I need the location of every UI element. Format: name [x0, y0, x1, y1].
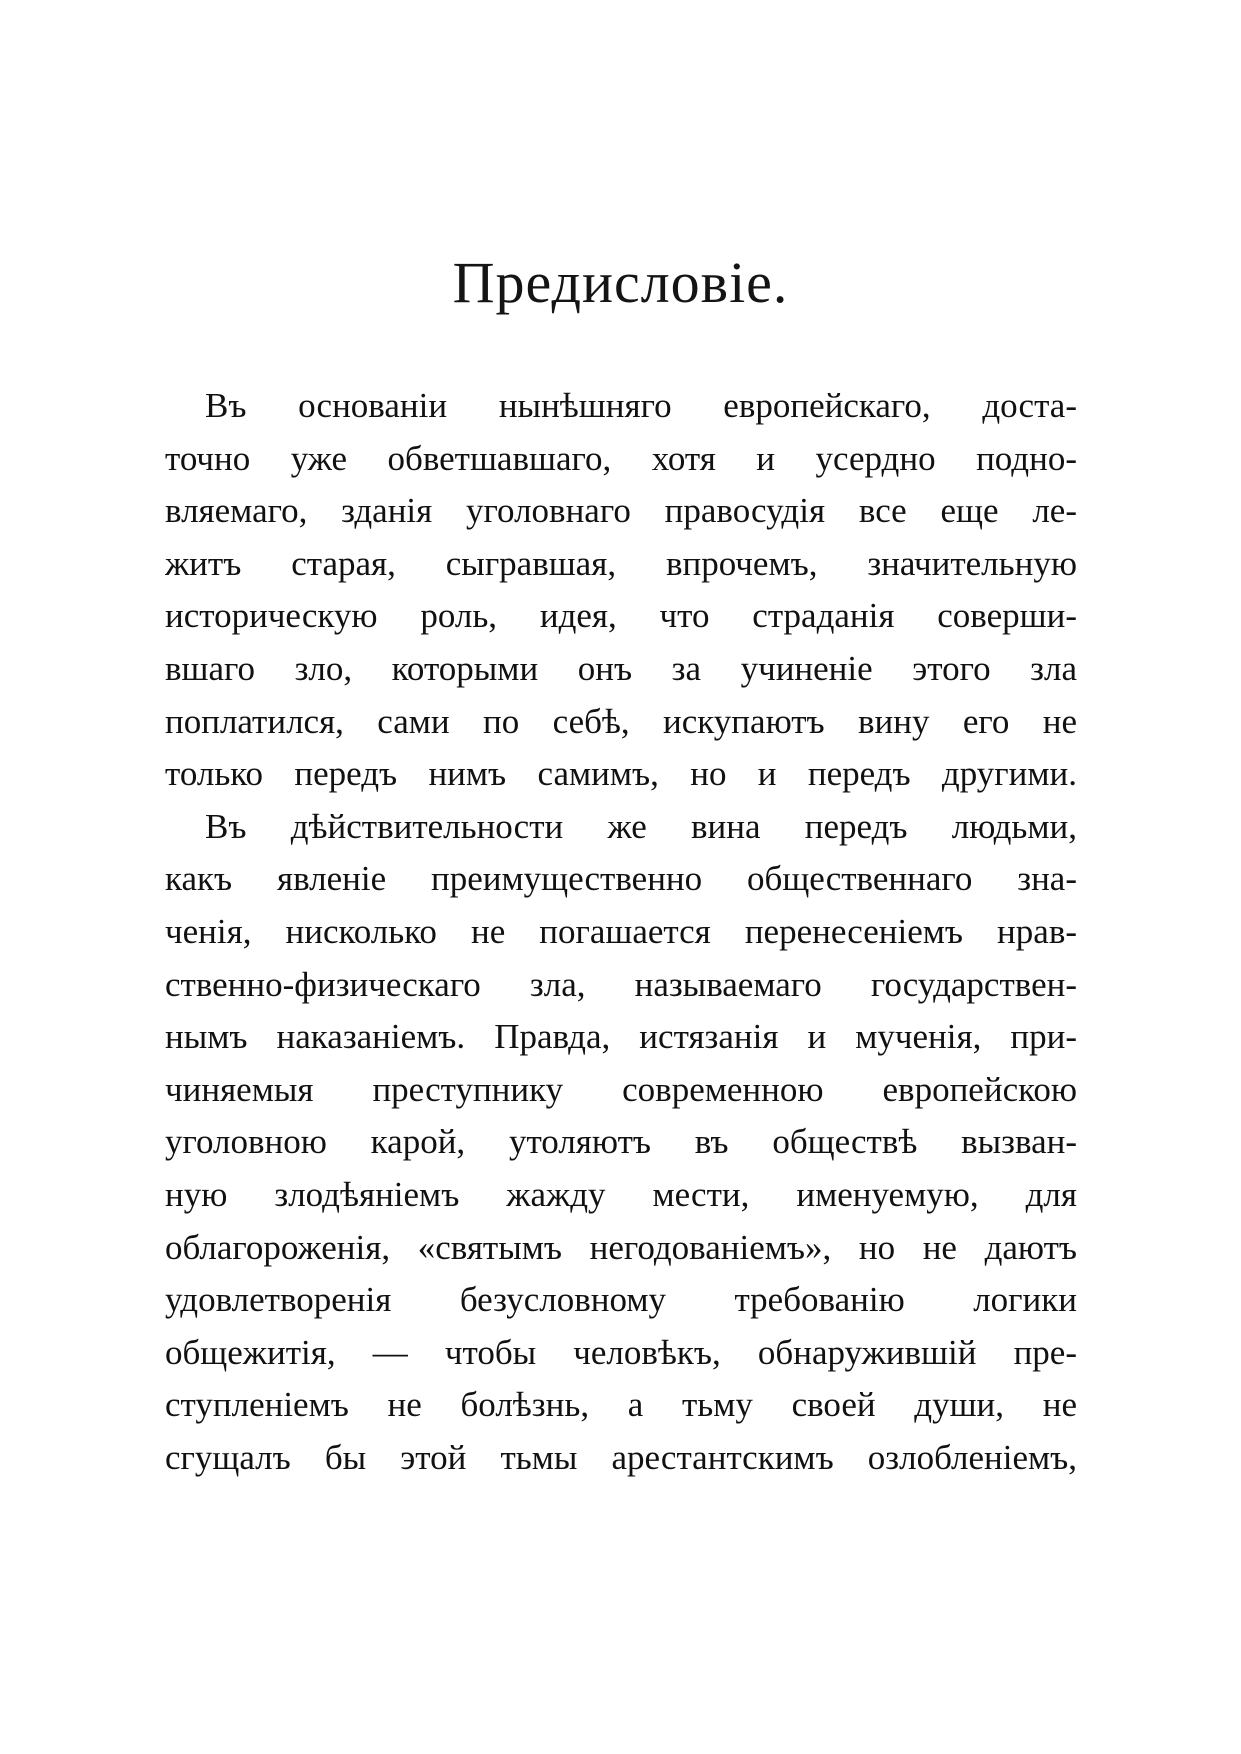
- text-line: точно уже обветшавшаго, хотя и усердно подно-: [165, 438, 1077, 478]
- text-line: сгущалъ бы этой тьмы арестантскимъ озлобленіемъ,: [165, 1437, 1077, 1477]
- text-line: ступленіемъ не болѣзнь, а тьму своей души, не: [165, 1385, 1077, 1425]
- text-line: какъ явленіе преимущественно общественнаго зна-: [165, 859, 1077, 899]
- text-line: только передъ нимъ самимъ, но и передъ другими.: [165, 754, 1077, 794]
- text-line: Въ дѣйствительности же вина передъ людьми,: [205, 806, 1077, 846]
- text-line: вляемаго, зданія уголовнаго правосудія все еще ле-: [165, 491, 1077, 531]
- body-text: [165, 380, 1077, 1484]
- text-line: ную злодѣяніемъ жажду мести, именуемую, для: [165, 1174, 1077, 1214]
- text-line: Въ основаніи нынѣшняго европейскаго, доста-: [205, 386, 1077, 425]
- text-line: ственно-физическаго зла, называемаго государствен-: [165, 964, 1077, 1004]
- text-line: ченія, нисколько не погашается перенесеніемъ нрав-: [165, 911, 1077, 951]
- text-line: житъ старая, сыгравшая, впрочемъ, значительную: [165, 543, 1077, 583]
- text-line: нымъ наказаніемъ. Правда, истязанія и мученія, при-: [165, 1017, 1077, 1057]
- text-line: чиняемыя преступнику современною европейскою: [165, 1069, 1077, 1109]
- text-line: удовлетворенія безусловному требованію логики: [165, 1280, 1077, 1320]
- text-line: вшаго зло, которыми онъ за учиненіе этого зла: [165, 648, 1077, 688]
- text-line: поплатился, сами по себѣ, искупаютъ вину его не: [165, 701, 1077, 741]
- text-line: уголовною карой, утоляютъ въ обществѣ вызван-: [165, 1122, 1077, 1162]
- text-line: историческую роль, идея, что страданія соверши-: [165, 596, 1077, 636]
- page-title: Предисловіе.: [452, 250, 789, 315]
- text-line: облагороженія, «святымъ негодованіемъ», но не даютъ: [165, 1227, 1077, 1267]
- text-line: общежитія, — чтобы человѣкъ, обнаружившій пре-: [165, 1332, 1077, 1372]
